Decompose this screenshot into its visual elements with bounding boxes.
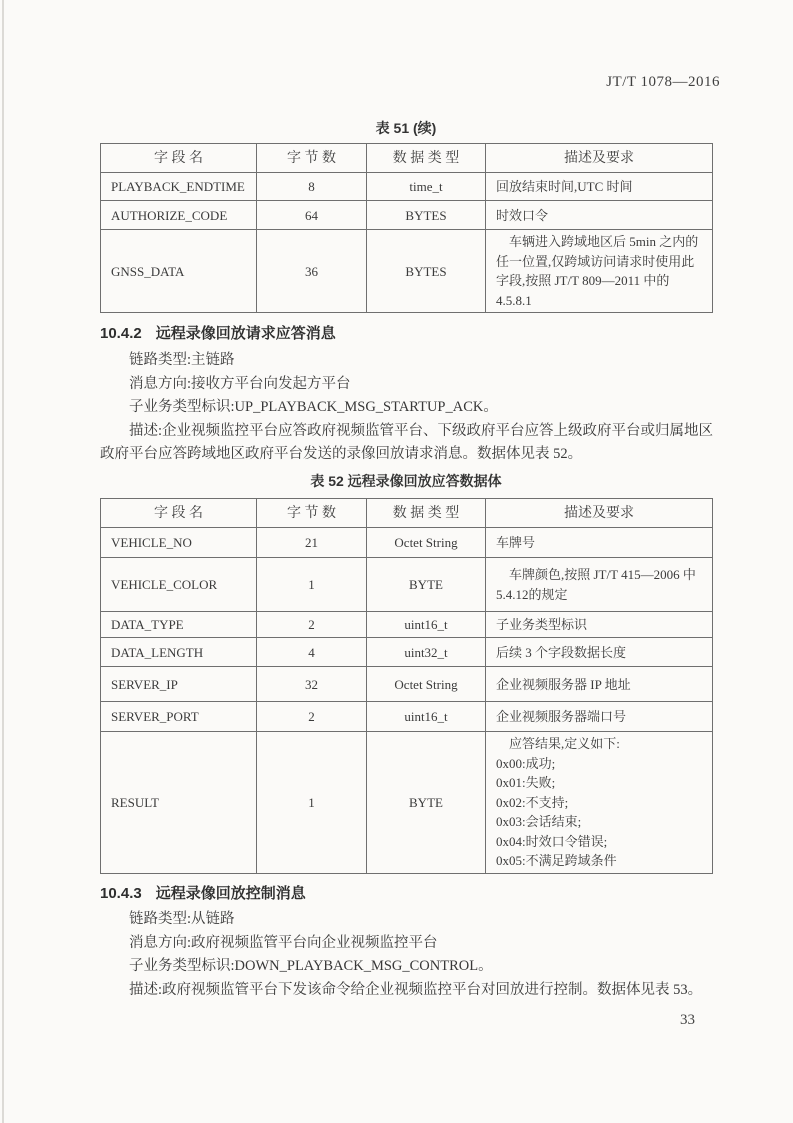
table-row [101, 732, 713, 874]
description-cell [486, 732, 713, 874]
field-name-cell: SERVER_PORT [101, 702, 257, 732]
table52-caption: 表 52 远程录像回放应答数据体 [310, 473, 502, 489]
data-type-cell: BYTE [367, 732, 486, 874]
data-type-cell: uint16_t [367, 702, 486, 732]
table52-header-row [101, 499, 713, 528]
section-10-4-3-body [100, 908, 718, 1002]
result-desc-line: 0x02:不支持; [496, 794, 569, 810]
col-header-byte-count: 字 节 数 [257, 144, 367, 173]
byte-count-cell: 64 [257, 201, 367, 230]
table51-caption: 表 51 (续) [375, 120, 437, 136]
field-name-cell: GNSS_DATA [101, 230, 257, 313]
section-title: 远程录像回放请求应答消息 [155, 325, 336, 342]
link-type-line: 链路类型:主链路 [129, 352, 235, 368]
scan-edge-artifact [2, 0, 4, 1123]
data-type-cell: BYTES [367, 230, 486, 313]
section-title: 远程录像回放控制消息 [155, 885, 306, 902]
field-name-cell: VEHICLE_COLOR [101, 558, 257, 612]
byte-count-cell: 8 [257, 173, 367, 201]
field-name-cell: DATA_LENGTH [101, 638, 257, 667]
result-desc-line: 应答结果,定义如下: [509, 736, 620, 751]
description-cell: 回放结束时间,UTC 时间 [486, 173, 713, 201]
data-type-cell: BYTES [367, 201, 486, 230]
byte-count-cell: 32 [257, 667, 367, 702]
field-name-cell: DATA_TYPE [101, 612, 257, 638]
field-name-cell: SERVER_IP [101, 667, 257, 702]
field-name-cell: AUTHORIZE_CODE [101, 201, 257, 230]
description-text: 车辆进入跨域地区后 5min 之内的任一位置,仅跨域访问请求时使用此字段,按照 JT/T 809—2011 中的 4.5.8.1 [496, 234, 699, 308]
table52 [100, 498, 713, 874]
table-row [101, 230, 713, 313]
section-number: 10.4.2 [100, 325, 142, 342]
field-name-cell: VEHICLE_NO [101, 528, 257, 558]
description-cell: 子业务类型标识 [486, 612, 713, 638]
description-cell: 后续 3 个字段数据长度 [486, 638, 713, 667]
description-cell: 企业视频服务器端口号 [486, 702, 713, 732]
sub-business-type-line: 子业务类型标识:UP_PLAYBACK_MSG_STARTUP_ACK。 [129, 399, 498, 415]
table-row [101, 667, 713, 702]
col-header-description: 描述及要求 [486, 499, 713, 528]
field-name-cell: PLAYBACK_ENDTIME [101, 173, 257, 201]
col-header-field-name: 字 段 名 [101, 144, 257, 173]
description-cell: 车牌号 [486, 528, 713, 558]
standard-number-header: JT/T 1078—2016 [606, 74, 720, 90]
description-paragraph: 描述:企业视频监控平台应答政府视频监管平台、下级政府平台应答上级政府平台或归属地区政府平台应答跨域地区政府平台发送的录像回放请求消息。数据体见表 52。 [100, 422, 714, 462]
section-heading-10-4-2 [100, 322, 336, 343]
byte-count-cell: 1 [257, 558, 367, 612]
byte-count-cell: 21 [257, 528, 367, 558]
message-direction-line: 消息方向:政府视频监管平台向企业视频监控平台 [129, 934, 438, 951]
byte-count-cell: 2 [257, 702, 367, 732]
col-header-data-type: 数 据 类 型 [367, 144, 486, 173]
page-number: 33 [680, 1012, 695, 1028]
byte-count-cell: 36 [257, 230, 367, 313]
data-type-cell: Octet String [367, 528, 486, 558]
description-cell [486, 558, 713, 612]
table-row [101, 702, 713, 732]
result-desc-line: 0x03:会话结束; [496, 814, 582, 829]
table-row [101, 528, 713, 558]
description-text: 车牌颜色,按照 JT/T 415—2006 中 5.4.12的规定 [496, 567, 696, 602]
byte-count-cell: 1 [257, 732, 367, 874]
table-row [101, 558, 713, 612]
table-row [101, 201, 713, 230]
result-desc-line: 0x05:不满足跨域条件 [496, 853, 617, 868]
byte-count-cell: 4 [257, 638, 367, 667]
result-desc-line: 0x01:失败; [496, 775, 556, 790]
data-type-cell: time_t [367, 173, 486, 201]
col-header-data-type: 数 据 类 型 [367, 499, 486, 528]
result-desc-line: 0x04:时效口令错误; [496, 833, 608, 849]
field-name-cell: RESULT [101, 732, 257, 874]
col-header-byte-count: 字 节 数 [257, 499, 367, 528]
message-direction-line: 消息方向:接收方平台向发起方平台 [129, 375, 351, 392]
description-cell: 时效口令 [486, 201, 713, 230]
data-type-cell: uint16_t [367, 612, 486, 638]
result-desc-line: 0x00:成功; [496, 755, 556, 771]
table-row [101, 638, 713, 667]
description-cell: 企业视频服务器 IP 地址 [486, 667, 713, 702]
description-cell [486, 230, 713, 313]
sub-business-type-line: 子业务类型标识:DOWN_PLAYBACK_MSG_CONTROL。 [129, 958, 493, 974]
col-header-description: 描述及要求 [486, 144, 713, 173]
section-10-4-2-body [100, 349, 718, 467]
table-row [101, 612, 713, 638]
byte-count-cell: 2 [257, 612, 367, 638]
section-number: 10.4.3 [100, 885, 142, 902]
table51 [100, 143, 713, 313]
table-row [101, 173, 713, 201]
table51-header-row [101, 144, 713, 173]
section-heading-10-4-3 [100, 882, 306, 903]
data-type-cell: uint32_t [367, 638, 486, 667]
col-header-field-name: 字 段 名 [101, 499, 257, 528]
link-type-line: 链路类型:从链路 [129, 911, 235, 927]
description-line: 描述:政府视频监管平台下发该命令给企业视频监控平台对回放进行控制。数据体见表 53。 [129, 981, 703, 998]
data-type-cell: Octet String [367, 667, 486, 702]
data-type-cell: BYTE [367, 558, 486, 612]
